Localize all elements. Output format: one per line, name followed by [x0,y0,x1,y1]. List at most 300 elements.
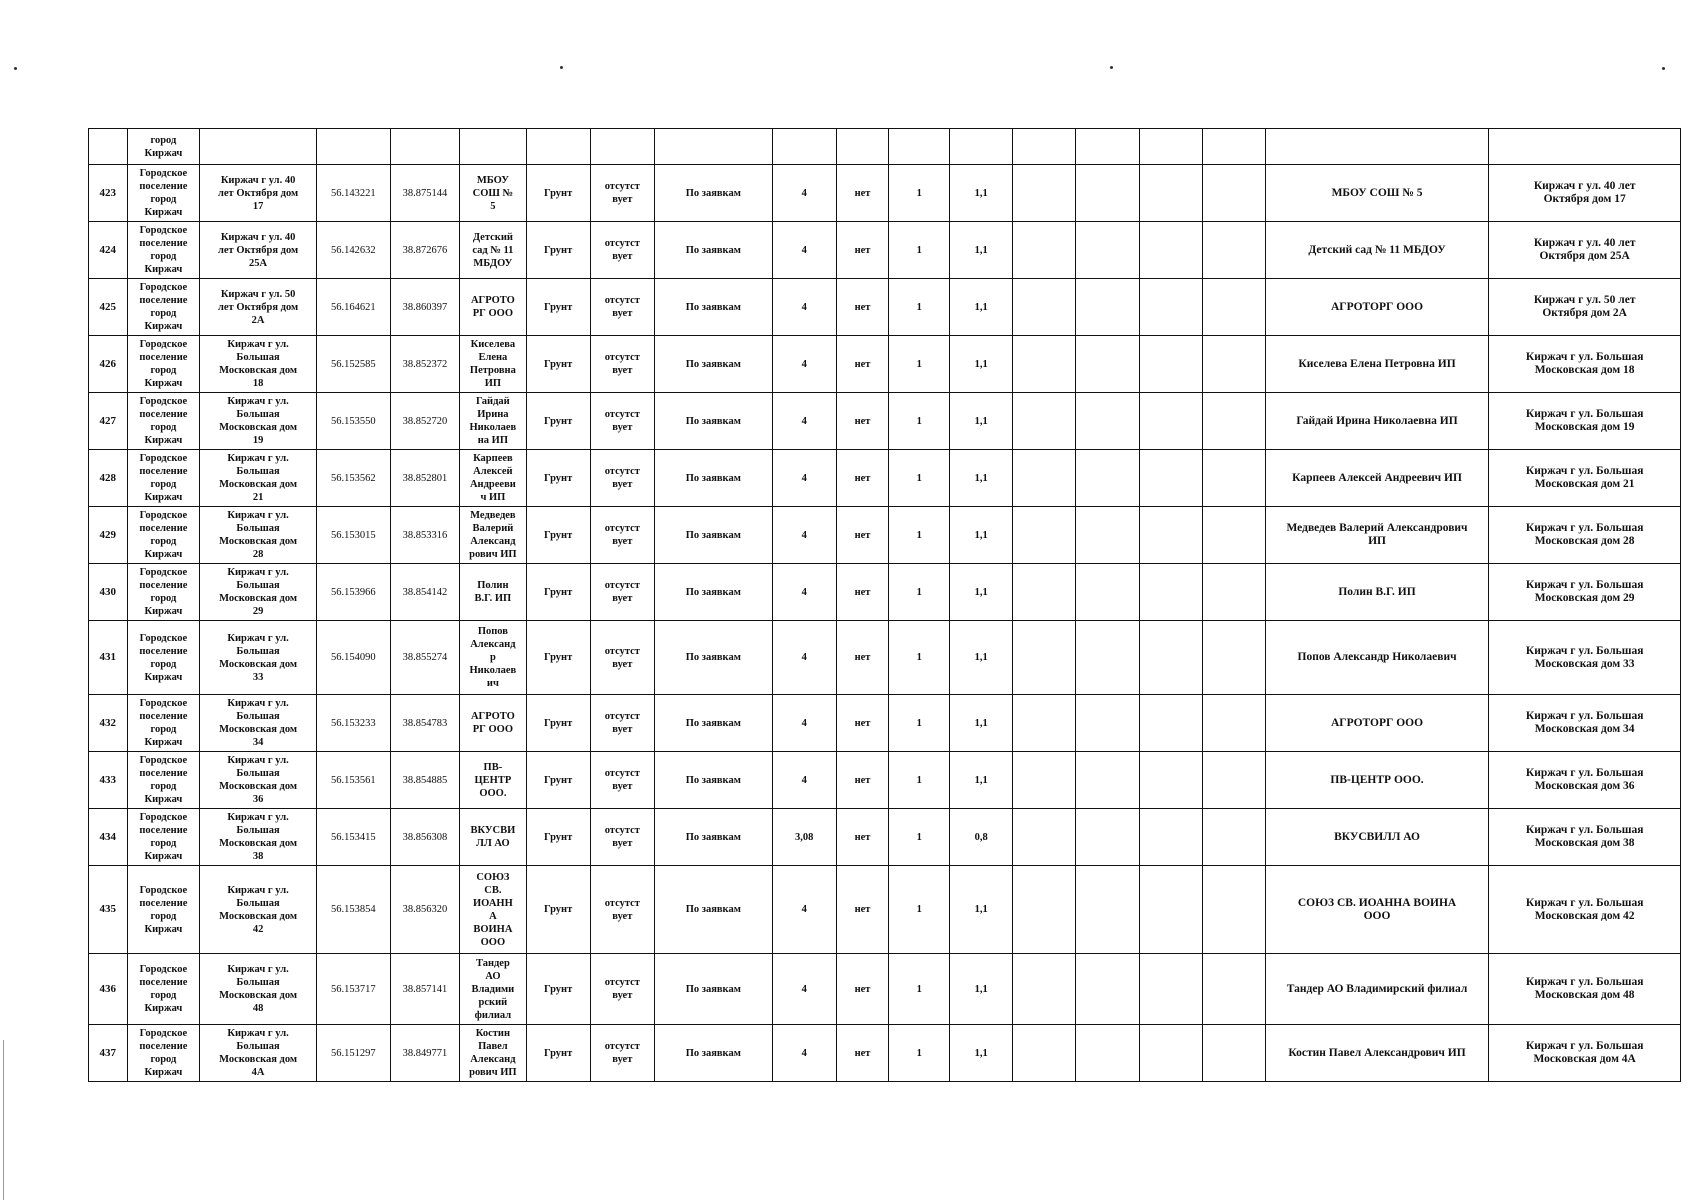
schedule-cell: По заявкам [654,866,772,954]
latitude-cell: 56.154090 [316,621,390,695]
owner-cell: Костин Павел Александрович ИП [1265,1025,1489,1082]
area-cell: 4 [772,954,836,1025]
empty-cell [1202,621,1265,695]
surface-cell: Грунт [526,954,590,1025]
surface-cell: Грунт [526,1025,590,1082]
cover-cell: нет [836,279,888,336]
settlement-cell: Городское поселение город Киржач [127,866,200,954]
longitude-cell [390,129,460,165]
surface-cell: Грунт [526,866,590,954]
site-name-cell: Попов Александ р Николаев ич [460,621,526,695]
settlement-cell: Городское поселение город Киржач [127,279,200,336]
area-cell: 4 [772,222,836,279]
longitude-cell: 38.875144 [390,165,460,222]
site-address-cell: Киржач г ул. Большая Московская дом 36 [200,752,317,809]
schedule-cell: По заявкам [654,1025,772,1082]
fence-cell: отсутст вует [590,621,654,695]
area-cell: 4 [772,165,836,222]
empty-cell [1139,450,1202,507]
cover-cell: нет [836,507,888,564]
table-row [89,621,1681,695]
empty-cell [1139,564,1202,621]
container-count-cell: 1 [889,165,950,222]
longitude-cell: 38.852720 [390,393,460,450]
empty-cell [1076,866,1139,954]
area-cell: 4 [772,450,836,507]
container-count-cell: 1 [889,809,950,866]
empty-cell [1076,129,1139,165]
owner-address-cell: Киржач г ул. Большая Московская дом 38 [1489,809,1681,866]
settlement-cell: Городское поселение город Киржач [127,507,200,564]
table-row [89,129,1681,165]
row-number: 425 [89,279,128,336]
container-volume-cell: 1,1 [950,393,1013,450]
owner-cell: Попов Александр Николаевич [1265,621,1489,695]
empty-cell [1202,1025,1265,1082]
owner-address-cell: Киржач г ул. Большая Московская дом 48 [1489,954,1681,1025]
area-cell: 4 [772,621,836,695]
container-count-cell: 1 [889,752,950,809]
settlement-cell: Городское поселение город Киржач [127,954,200,1025]
longitude-cell: 38.853316 [390,507,460,564]
cover-cell: нет [836,336,888,393]
owner-cell: ВКУСВИЛЛ АО [1265,809,1489,866]
table-row [89,279,1681,336]
site-address-cell: Киржач г ул. Большая Московская дом 29 [200,564,317,621]
owner-cell: АГРОТОРГ ООО [1265,695,1489,752]
container-volume-cell: 1,1 [950,507,1013,564]
container-volume-cell: 1,1 [950,165,1013,222]
latitude-cell: 56.153233 [316,695,390,752]
surface-cell: Грунт [526,621,590,695]
empty-cell [1013,129,1076,165]
site-address-cell [200,129,317,165]
scan-speck [14,67,17,70]
empty-cell [1013,393,1076,450]
owner-cell: Карпеев Алексей Андреевич ИП [1265,450,1489,507]
empty-cell [1139,752,1202,809]
settlement-cell: Городское поселение город Киржач [127,621,200,695]
empty-cell [1139,393,1202,450]
site-name-cell: СОЮЗ СВ. ИОАНН А ВОИНА ООО [460,866,526,954]
longitude-cell: 38.857141 [390,954,460,1025]
owner-cell: Гайдай Ирина Николаевна ИП [1265,393,1489,450]
schedule-cell: По заявкам [654,695,772,752]
fence-cell: отсутст вует [590,809,654,866]
longitude-cell: 38.854885 [390,752,460,809]
empty-cell [1076,393,1139,450]
empty-cell [1076,336,1139,393]
container-volume-cell: 1,1 [950,866,1013,954]
container-count-cell [889,129,950,165]
empty-cell [1139,621,1202,695]
surface-cell: Грунт [526,222,590,279]
cover-cell: нет [836,695,888,752]
schedule-cell: По заявкам [654,507,772,564]
latitude-cell: 56.153854 [316,866,390,954]
fence-cell: отсутст вует [590,222,654,279]
longitude-cell: 38.854142 [390,564,460,621]
owner-address-cell: Киржач г ул. Большая Московская дом 19 [1489,393,1681,450]
empty-cell [1139,809,1202,866]
site-address-cell: Киржач г ул. Большая Московская дом 21 [200,450,317,507]
area-cell: 4 [772,695,836,752]
container-count-cell: 1 [889,507,950,564]
row-number: 437 [89,1025,128,1082]
cover-cell [836,129,888,165]
site-address-cell: Киржач г ул. Большая Московская дом 42 [200,866,317,954]
empty-cell [1202,336,1265,393]
row-number: 424 [89,222,128,279]
area-cell: 4 [772,393,836,450]
table-row [89,866,1681,954]
schedule-cell: По заявкам [654,621,772,695]
table-row [89,954,1681,1025]
empty-cell [1076,507,1139,564]
container-count-cell: 1 [889,564,950,621]
empty-cell [1013,621,1076,695]
longitude-cell: 38.855274 [390,621,460,695]
settlement-cell: Городское поселение город Киржач [127,165,200,222]
area-cell: 4 [772,752,836,809]
empty-cell [1013,279,1076,336]
owner-address-cell: Киржач г ул. Большая Московская дом 21 [1489,450,1681,507]
scan-speck [1662,67,1665,70]
cover-cell: нет [836,564,888,621]
site-name-cell: АГРОТО РГ ООО [460,695,526,752]
row-number: 434 [89,809,128,866]
fence-cell: отсутст вует [590,336,654,393]
table-row [89,507,1681,564]
container-volume-cell: 1,1 [950,1025,1013,1082]
table-row [89,336,1681,393]
container-volume-cell: 1,1 [950,222,1013,279]
site-address-cell: Киржач г ул. Большая Московская дом 33 [200,621,317,695]
latitude-cell: 56.153561 [316,752,390,809]
schedule-cell: По заявкам [654,564,772,621]
row-number [89,129,128,165]
row-number: 427 [89,393,128,450]
surface-cell: Грунт [526,695,590,752]
row-number: 432 [89,695,128,752]
empty-cell [1202,752,1265,809]
owner-address-cell: Киржач г ул. 40 лет Октября дом 17 [1489,165,1681,222]
container-count-cell: 1 [889,621,950,695]
empty-cell [1202,393,1265,450]
empty-cell [1076,1025,1139,1082]
empty-cell [1139,129,1202,165]
site-name-cell: Киселева Елена Петровна ИП [460,336,526,393]
schedule-cell: По заявкам [654,450,772,507]
empty-cell [1202,129,1265,165]
owner-cell: МБОУ СОШ № 5 [1265,165,1489,222]
owner-address-cell [1489,129,1681,165]
empty-cell [1076,695,1139,752]
latitude-cell: 56.152585 [316,336,390,393]
schedule-cell [654,129,772,165]
owner-address-cell: Киржач г ул. 50 лет Октября дом 2А [1489,279,1681,336]
owner-cell: АГРОТОРГ ООО [1265,279,1489,336]
row-number: 428 [89,450,128,507]
surface-cell: Грунт [526,336,590,393]
schedule-cell: По заявкам [654,954,772,1025]
empty-cell [1202,279,1265,336]
container-sites-table [88,128,1681,1082]
schedule-cell: По заявкам [654,165,772,222]
settlement-cell: Городское поселение город Киржач [127,336,200,393]
owner-address-cell: Киржач г ул. Большая Московская дом 34 [1489,695,1681,752]
settlement-cell: Городское поселение город Киржач [127,752,200,809]
container-volume-cell: 1,1 [950,279,1013,336]
site-name-cell: Медведев Валерий Александ рович ИП [460,507,526,564]
latitude-cell: 56.153015 [316,507,390,564]
owner-address-cell: Киржач г ул. Большая Московская дом 33 [1489,621,1681,695]
container-count-cell: 1 [889,450,950,507]
empty-cell [1202,507,1265,564]
container-count-cell: 1 [889,695,950,752]
site-address-cell: Киржач г ул. Большая Московская дом 34 [200,695,317,752]
surface-cell [526,129,590,165]
table-row [89,165,1681,222]
empty-cell [1076,621,1139,695]
site-name-cell: ВКУСВИ ЛЛ АО [460,809,526,866]
fence-cell: отсутст вует [590,165,654,222]
empty-cell [1076,450,1139,507]
container-count-cell: 1 [889,279,950,336]
empty-cell [1202,809,1265,866]
area-cell: 3,08 [772,809,836,866]
cover-cell: нет [836,752,888,809]
owner-address-cell: Киржач г ул. Большая Московская дом 29 [1489,564,1681,621]
empty-cell [1202,165,1265,222]
cover-cell: нет [836,866,888,954]
table-body [89,129,1681,1082]
empty-cell [1139,279,1202,336]
owner-cell: Детский сад № 11 МБДОУ [1265,222,1489,279]
owner-cell [1265,129,1489,165]
container-volume-cell: 0,8 [950,809,1013,866]
row-number: 426 [89,336,128,393]
empty-cell [1076,222,1139,279]
longitude-cell: 38.856320 [390,866,460,954]
site-name-cell: Костин Павел Александ рович ИП [460,1025,526,1082]
row-number: 436 [89,954,128,1025]
empty-cell [1202,695,1265,752]
schedule-cell: По заявкам [654,809,772,866]
surface-cell: Грунт [526,450,590,507]
owner-address-cell: Киржач г ул. Большая Московская дом 4А [1489,1025,1681,1082]
empty-cell [1076,165,1139,222]
surface-cell: Грунт [526,279,590,336]
site-address-cell: Киржач г ул. 40 лет Октября дом 17 [200,165,317,222]
latitude-cell: 56.153415 [316,809,390,866]
schedule-cell: По заявкам [654,222,772,279]
site-name-cell: Тандер АО Владими рский филиал [460,954,526,1025]
latitude-cell: 56.143221 [316,165,390,222]
longitude-cell: 38.849771 [390,1025,460,1082]
table-row [89,695,1681,752]
empty-cell [1076,279,1139,336]
table-row [89,222,1681,279]
longitude-cell: 38.856308 [390,809,460,866]
owner-cell: Полин В.Г. ИП [1265,564,1489,621]
longitude-cell: 38.854783 [390,695,460,752]
empty-cell [1202,866,1265,954]
empty-cell [1013,165,1076,222]
surface-cell: Грунт [526,165,590,222]
owner-address-cell: Киржач г ул. Большая Московская дом 36 [1489,752,1681,809]
site-address-cell: Киржач г ул. Большая Московская дом 4А [200,1025,317,1082]
table-row [89,809,1681,866]
scan-speck [1110,66,1113,69]
settlement-cell: Городское поселение город Киржач [127,809,200,866]
cover-cell: нет [836,1025,888,1082]
empty-cell [1013,695,1076,752]
container-volume-cell: 1,1 [950,621,1013,695]
fence-cell: отсутст вует [590,507,654,564]
settlement-cell: Городское поселение город Киржач [127,450,200,507]
owner-cell: Тандер АО Владимирский филиал [1265,954,1489,1025]
empty-cell [1013,222,1076,279]
site-address-cell: Киржач г ул. 50 лет Октября дом 2А [200,279,317,336]
empty-cell [1139,222,1202,279]
empty-cell [1013,866,1076,954]
container-count-cell: 1 [889,393,950,450]
table-row [89,564,1681,621]
owner-address-cell: Киржач г ул. Большая Московская дом 28 [1489,507,1681,564]
surface-cell: Грунт [526,507,590,564]
area-cell: 4 [772,336,836,393]
site-name-cell: МБОУ СОШ № 5 [460,165,526,222]
row-number: 430 [89,564,128,621]
site-address-cell: Киржач г ул. Большая Московская дом 48 [200,954,317,1025]
empty-cell [1013,336,1076,393]
empty-cell [1139,954,1202,1025]
empty-cell [1139,507,1202,564]
latitude-cell: 56.153966 [316,564,390,621]
area-cell: 4 [772,564,836,621]
empty-cell [1013,752,1076,809]
empty-cell [1013,450,1076,507]
surface-cell: Грунт [526,752,590,809]
empty-cell [1202,450,1265,507]
area-cell: 4 [772,507,836,564]
container-volume-cell: 1,1 [950,336,1013,393]
fence-cell: отсутст вует [590,1025,654,1082]
settlement-cell: Городское поселение город Киржач [127,564,200,621]
owner-address-cell: Киржач г ул. 40 лет Октября дом 25А [1489,222,1681,279]
empty-cell [1139,1025,1202,1082]
empty-cell [1013,507,1076,564]
area-cell [772,129,836,165]
owner-cell: Медведев Валерий Александрович ИП [1265,507,1489,564]
latitude-cell: 56.164621 [316,279,390,336]
empty-cell [1076,752,1139,809]
settlement-cell: город Киржач [127,129,200,165]
fence-cell: отсутст вует [590,450,654,507]
fence-cell [590,129,654,165]
table-row [89,1025,1681,1082]
container-count-cell: 1 [889,336,950,393]
fence-cell: отсутст вует [590,954,654,1025]
row-number: 431 [89,621,128,695]
row-number: 433 [89,752,128,809]
surface-cell: Грунт [526,564,590,621]
owner-cell: СОЮЗ СВ. ИОАННА ВОИНА ООО [1265,866,1489,954]
site-name-cell: Детский сад № 11 МБДОУ [460,222,526,279]
latitude-cell [316,129,390,165]
cover-cell: нет [836,809,888,866]
longitude-cell: 38.872676 [390,222,460,279]
row-number: 423 [89,165,128,222]
container-count-cell: 1 [889,954,950,1025]
table-row [89,393,1681,450]
container-count-cell: 1 [889,866,950,954]
area-cell: 4 [772,1025,836,1082]
settlement-cell: Городское поселение город Киржач [127,222,200,279]
row-number: 435 [89,866,128,954]
site-address-cell: Киржач г ул. Большая Московская дом 18 [200,336,317,393]
area-cell: 4 [772,866,836,954]
settlement-cell: Городское поселение город Киржач [127,393,200,450]
empty-cell [1013,954,1076,1025]
empty-cell [1139,165,1202,222]
fence-cell: отсутст вует [590,279,654,336]
empty-cell [1202,954,1265,1025]
cover-cell: нет [836,393,888,450]
container-volume-cell: 1,1 [950,564,1013,621]
empty-cell [1139,695,1202,752]
empty-cell [1076,564,1139,621]
container-volume-cell: 1,1 [950,695,1013,752]
empty-cell [1076,809,1139,866]
area-cell: 4 [772,279,836,336]
empty-cell [1013,1025,1076,1082]
table-row [89,752,1681,809]
site-name-cell [460,129,526,165]
fence-cell: отсутст вует [590,752,654,809]
container-volume-cell: 1,1 [950,954,1013,1025]
cover-cell: нет [836,222,888,279]
longitude-cell: 38.852801 [390,450,460,507]
longitude-cell: 38.852372 [390,336,460,393]
latitude-cell: 56.142632 [316,222,390,279]
empty-cell [1076,954,1139,1025]
owner-cell: ПВ-ЦЕНТР ООО. [1265,752,1489,809]
site-name-cell: Гайдай Ирина Николаев на ИП [460,393,526,450]
site-address-cell: Киржач г ул. 40 лет Октября дом 25А [200,222,317,279]
owner-address-cell: Киржач г ул. Большая Московская дом 18 [1489,336,1681,393]
row-number: 429 [89,507,128,564]
container-volume-cell [950,129,1013,165]
container-volume-cell: 1,1 [950,450,1013,507]
site-address-cell: Киржач г ул. Большая Московская дом 19 [200,393,317,450]
longitude-cell: 38.860397 [390,279,460,336]
settlement-cell: Городское поселение город Киржач [127,695,200,752]
empty-cell [1013,809,1076,866]
cover-cell: нет [836,450,888,507]
surface-cell: Грунт [526,809,590,866]
scan-speck [560,66,563,69]
site-name-cell: АГРОТО РГ ООО [460,279,526,336]
site-address-cell: Киржач г ул. Большая Московская дом 28 [200,507,317,564]
schedule-cell: По заявкам [654,279,772,336]
cover-cell: нет [836,165,888,222]
schedule-cell: По заявкам [654,752,772,809]
empty-cell [1139,866,1202,954]
site-name-cell: Карпеев Алексей Андрееви ч ИП [460,450,526,507]
cover-cell: нет [836,621,888,695]
